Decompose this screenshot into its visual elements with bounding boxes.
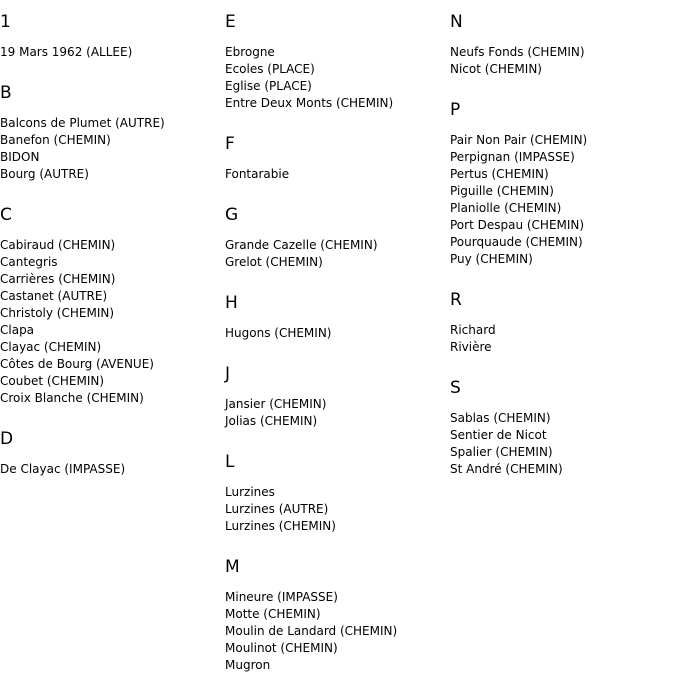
letter-heading: J [225, 364, 231, 384]
street-link[interactable]: Planiolle (CHEMIN) [450, 201, 562, 215]
street-list-item [225, 237, 450, 254]
street-link[interactable]: Eglise (PLACE) [225, 79, 312, 93]
street-link[interactable]: Castanet (AUTRE) [0, 289, 108, 303]
street-list-item [450, 339, 675, 356]
letter-heading: F [225, 134, 235, 154]
street-link[interactable]: Pair Non Pair (CHEMIN) [450, 133, 588, 147]
street-list-item [450, 322, 675, 339]
street-list-item [0, 44, 225, 61]
street-list [0, 461, 225, 478]
street-link[interactable]: Sentier de Nicot [450, 428, 547, 442]
letter-heading: R [450, 290, 462, 310]
letter-heading: E [225, 12, 236, 32]
street-link[interactable]: Christoly (CHEMIN) [0, 306, 115, 320]
letter-section [225, 203, 450, 271]
street-link[interactable]: Entre Deux Monts (CHEMIN) [225, 96, 394, 110]
street-list-item [0, 237, 225, 254]
street-list-item [0, 305, 225, 322]
street-list-item [450, 461, 675, 478]
street-list-item [225, 413, 450, 430]
street-list-item [450, 149, 675, 166]
street-link[interactable]: Lurzines (CHEMIN) [225, 519, 336, 533]
street-list-item [225, 78, 450, 95]
street-list-item [225, 623, 450, 640]
street-link[interactable]: Lurzines (AUTRE) [225, 502, 329, 516]
letter-heading: G [225, 205, 239, 225]
street-list [0, 115, 225, 183]
street-list [225, 166, 450, 183]
street-link[interactable]: Rivière [450, 340, 492, 354]
street-list-item [450, 427, 675, 444]
street-list-item [0, 356, 225, 373]
street-list-item [225, 518, 450, 535]
street-list-item [225, 95, 450, 112]
street-list-item [225, 166, 450, 183]
street-list [450, 410, 675, 478]
street-link[interactable]: Clayac (CHEMIN) [0, 340, 102, 354]
street-list-item [450, 183, 675, 200]
street-list-item [0, 271, 225, 288]
street-list-item [450, 234, 675, 251]
street-link[interactable]: Coubet (CHEMIN) [0, 374, 105, 388]
letter-section [225, 291, 450, 342]
street-link[interactable]: Clapa [0, 323, 35, 337]
index-column [225, 10, 450, 694]
street-link[interactable]: Jansier (CHEMIN) [225, 397, 327, 411]
street-link[interactable]: Ecoles (PLACE) [225, 62, 315, 76]
street-link[interactable]: St André (CHEMIN) [450, 462, 563, 476]
street-link[interactable]: Sablas (CHEMIN) [450, 411, 551, 425]
letter-section [225, 555, 450, 674]
street-link[interactable]: Lurzines [225, 485, 275, 499]
street-list-item [0, 132, 225, 149]
street-list [0, 237, 225, 407]
street-list-item [450, 61, 675, 78]
street-list-item [225, 640, 450, 657]
street-link[interactable]: Mugron [225, 658, 271, 672]
letter-section [0, 203, 225, 407]
street-list-item [450, 132, 675, 149]
letter-heading: M [225, 557, 240, 577]
street-link[interactable]: Balcons de Plumet (AUTRE) [0, 116, 165, 130]
street-link[interactable]: Port Despau (CHEMIN) [450, 218, 585, 232]
street-link[interactable]: Côtes de Bourg (AVENUE) [0, 357, 154, 371]
street-list-item [225, 325, 450, 342]
letter-heading: D [0, 429, 14, 449]
street-list [225, 237, 450, 271]
street-link[interactable]: Moulin de Landard (CHEMIN) [225, 624, 398, 638]
letter-heading: 1 [0, 12, 11, 32]
street-list-item [225, 484, 450, 501]
letter-section [450, 288, 675, 356]
street-list-item [225, 501, 450, 518]
street-list [225, 325, 450, 342]
street-list-item [225, 606, 450, 623]
street-list-item [0, 461, 225, 478]
street-link[interactable]: Pourquaude (CHEMIN) [450, 235, 583, 249]
street-list-item [0, 254, 225, 271]
street-link[interactable]: Motte (CHEMIN) [225, 607, 321, 621]
street-link[interactable]: Grande Cazelle (CHEMIN) [225, 238, 378, 252]
street-link[interactable]: Puy (CHEMIN) [450, 252, 533, 266]
street-link[interactable]: Fontarabie [225, 167, 290, 181]
letter-heading: S [450, 378, 461, 398]
street-link[interactable]: Bourg (AUTRE) [0, 167, 89, 181]
street-link[interactable]: Pertus (CHEMIN) [450, 167, 549, 181]
street-list-item [0, 322, 225, 339]
letter-section [0, 81, 225, 183]
street-list-item [225, 44, 450, 61]
street-link[interactable]: Perpignan (IMPASSE) [450, 150, 575, 164]
letter-heading: B [0, 83, 12, 103]
street-list-item [0, 339, 225, 356]
street-link[interactable]: Nicot (CHEMIN) [450, 62, 542, 76]
street-link[interactable]: De Clayac (IMPASSE) [0, 462, 126, 476]
street-list-item [450, 44, 675, 61]
letter-section [450, 376, 675, 478]
street-list-item [225, 396, 450, 413]
street-list-item [450, 166, 675, 183]
street-list-item [0, 166, 225, 183]
letter-section [450, 10, 675, 78]
street-link[interactable]: Ebrogne [225, 45, 275, 59]
street-list-item [450, 200, 675, 217]
letter-heading: L [225, 452, 235, 472]
street-list-item [225, 254, 450, 271]
letter-section [225, 132, 450, 183]
index-column [450, 10, 675, 498]
street-link[interactable]: Hugons (CHEMIN) [225, 326, 332, 340]
street-link[interactable]: Piguille (CHEMIN) [450, 184, 554, 198]
street-list-item [0, 288, 225, 305]
street-link[interactable]: BIDON [0, 150, 40, 164]
street-link[interactable]: 19 Mars 1962 (ALLEE) [0, 45, 133, 59]
street-link[interactable]: Spalier (CHEMIN) [450, 445, 553, 459]
letter-heading: N [450, 12, 463, 32]
street-list-item [450, 444, 675, 461]
street-link[interactable]: Moulinot (CHEMIN) [225, 641, 338, 655]
street-link[interactable]: Jolias (CHEMIN) [225, 414, 318, 428]
street-list [450, 322, 675, 356]
letter-section [0, 427, 225, 478]
street-link[interactable]: Neufs Fonds (CHEMIN) [450, 45, 585, 59]
street-list-item [0, 390, 225, 407]
street-list [225, 44, 450, 112]
street-link[interactable]: Cantegris [0, 255, 58, 269]
street-list-item [450, 217, 675, 234]
street-list [225, 396, 450, 430]
index-column [0, 10, 225, 498]
street-list-item [450, 410, 675, 427]
letter-section [225, 10, 450, 112]
street-list [0, 44, 225, 61]
street-list-item [0, 115, 225, 132]
letter-section [0, 10, 225, 61]
street-link[interactable]: Grelot (CHEMIN) [225, 255, 323, 269]
street-list [450, 44, 675, 78]
street-list-item [0, 149, 225, 166]
street-list [225, 589, 450, 674]
letter-section [450, 98, 675, 268]
street-list [225, 484, 450, 535]
letter-section [225, 362, 450, 430]
street-list-item [450, 251, 675, 268]
street-link[interactable]: Croix Blanche (CHEMIN) [0, 391, 144, 405]
street-list-item [225, 657, 450, 674]
letter-heading: P [450, 100, 461, 120]
street-list-item [225, 589, 450, 606]
street-link[interactable]: Richard [450, 323, 496, 337]
street-link[interactable]: Banefon (CHEMIN) [0, 133, 111, 147]
letter-heading: C [0, 205, 12, 225]
street-link[interactable]: Carrières (CHEMIN) [0, 272, 116, 286]
letter-heading: H [225, 293, 238, 313]
street-link[interactable]: Mineure (IMPASSE) [225, 590, 338, 604]
street-list-item [0, 373, 225, 390]
street-list [450, 132, 675, 268]
letter-section [225, 450, 450, 535]
street-list-item [225, 61, 450, 78]
street-link[interactable]: Cabiraud (CHEMIN) [0, 238, 116, 252]
